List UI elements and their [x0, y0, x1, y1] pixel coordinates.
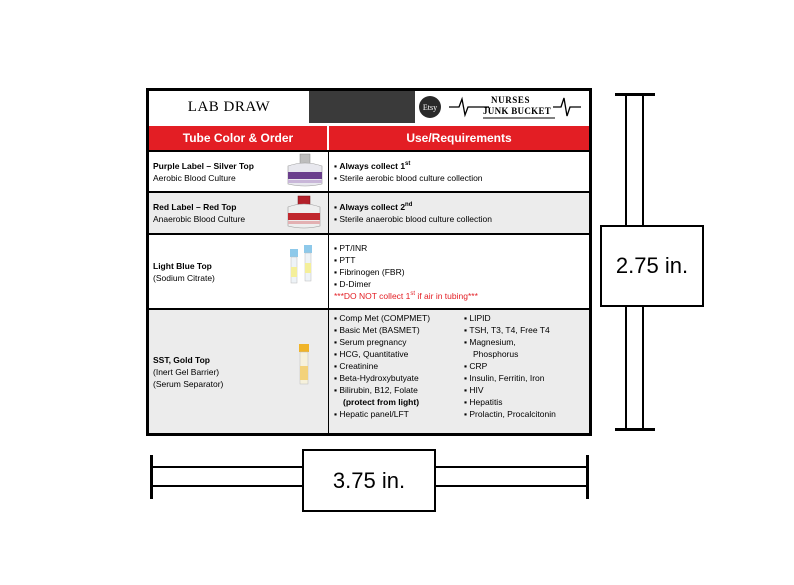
- light-blue-tubes-image: [280, 235, 329, 308]
- row-label-sub: Aerobic Blood Culture: [153, 172, 236, 183]
- row-label-title: SST, Gold Top: [153, 354, 210, 365]
- requirement-item: ▪ Hepatitis: [464, 396, 589, 408]
- logo-line-2: JUNK BUCKET: [483, 106, 552, 116]
- row-requirements: [329, 152, 589, 191]
- table-row: [149, 152, 589, 191]
- card-body: [149, 91, 589, 433]
- red-culture-bottle-image: [280, 193, 329, 233]
- column-header-right: Use/Requirements: [406, 131, 512, 145]
- row-label-sub: (Serum Separator): [153, 378, 224, 389]
- requirement-item: ▪ CRP: [464, 360, 589, 372]
- dim-cap-top: [615, 93, 655, 96]
- requirement-item: ▪ Prolactin, Procalcitonin: [464, 408, 589, 420]
- row-label: [149, 235, 280, 308]
- dim-cap-left: [150, 455, 153, 499]
- protect-light-note: (protect from light): [343, 397, 420, 407]
- row-requirements: [329, 235, 589, 308]
- sst-test-columns: [334, 312, 589, 420]
- requirement-item: ▪ Beta-Hydroxybutyate: [334, 372, 464, 384]
- requirement-item: ▪ Fibrinogen (FBR): [334, 266, 589, 278]
- row-requirements: [329, 310, 589, 433]
- requirement-item: ▪ Magnesium,: [464, 336, 589, 348]
- dark-header-block: [309, 91, 415, 123]
- sst-tests-left: [334, 312, 464, 420]
- requirement-item: ▪ Bilirubin, B12, Folate: [334, 384, 464, 396]
- requirement-item: ▪ TSH, T3, T4, Free T4: [464, 324, 589, 336]
- row-label-title: Purple Label – Silver Top: [153, 160, 254, 171]
- requirement-item: ▪ Creatinine: [334, 360, 464, 372]
- requirement-item: ▪ LIPID: [464, 312, 589, 324]
- requirement-item-continued: Phosphorus: [473, 349, 519, 359]
- requirement-item: ▪ Sterile anaerobic blood culture collection: [334, 213, 589, 225]
- purple-culture-bottle-image: [280, 152, 329, 191]
- air-tubing-warning: ***DO NOT collect 1st if air in tubing***: [334, 290, 478, 301]
- row-label: [149, 152, 280, 191]
- requirement-item: ▪ Sterile aerobic blood culture collection: [334, 172, 589, 184]
- dim-cap-right: [586, 455, 589, 499]
- nurses-junk-bucket-logo: [445, 91, 589, 123]
- gold-top-tube-image: [280, 310, 329, 433]
- requirement-item: ▪ Serum pregnancy: [334, 336, 464, 348]
- row-label-title: Light Blue Top: [153, 260, 212, 271]
- row-label: [149, 193, 280, 233]
- row-label: [149, 310, 280, 433]
- table-row: [149, 193, 589, 233]
- requirement-item: ▪ Hepatic panel/LFT: [334, 408, 464, 420]
- requirement-item: ▪ PTT: [334, 254, 589, 266]
- card-title: LAB DRAW: [187, 98, 271, 115]
- row-label-title: Red Label – Red Top: [153, 202, 237, 212]
- etsy-badge-cell: [415, 91, 445, 123]
- requirement-item: ▪ Comp Met (COMPMET): [334, 312, 464, 324]
- etsy-badge: Etsy: [419, 96, 441, 118]
- lab-draw-card: [146, 88, 592, 436]
- logo-line-1: NURSES: [491, 95, 531, 105]
- requirement-item: ▪ HCG, Quantitative: [334, 348, 464, 360]
- height-label: 2.75 in.: [600, 225, 704, 307]
- row-label-sub: (Inert Gel Barrier): [153, 366, 220, 377]
- table-row: [149, 235, 589, 308]
- table-row: [149, 310, 589, 433]
- requirement-item: ▪ PT/INR: [334, 242, 589, 254]
- requirement-item: ▪ D-Dimer: [334, 278, 589, 290]
- requirement-item: ▪ Always collect 1st: [334, 160, 589, 172]
- dim-cap-bottom: [615, 428, 655, 431]
- row-label-sub: (Sodium Citrate): [153, 272, 215, 283]
- column-header-bar: [149, 126, 589, 150]
- row-label-sub: Anaerobic Blood Culture: [153, 214, 246, 224]
- sst-tests-right: [464, 312, 589, 420]
- requirement-item: ▪ Insulin, Ferritin, Iron: [464, 372, 589, 384]
- width-label: 3.75 in.: [302, 449, 436, 512]
- column-header-left: Tube Color & Order: [149, 126, 329, 150]
- card-header: [149, 91, 589, 123]
- requirement-item: ▪ HIV: [464, 384, 589, 396]
- requirement-item: ▪ Basic Met (BASMET): [334, 324, 464, 336]
- row-requirements: [329, 193, 589, 233]
- requirement-item: ▪ Always collect 2nd: [334, 201, 589, 213]
